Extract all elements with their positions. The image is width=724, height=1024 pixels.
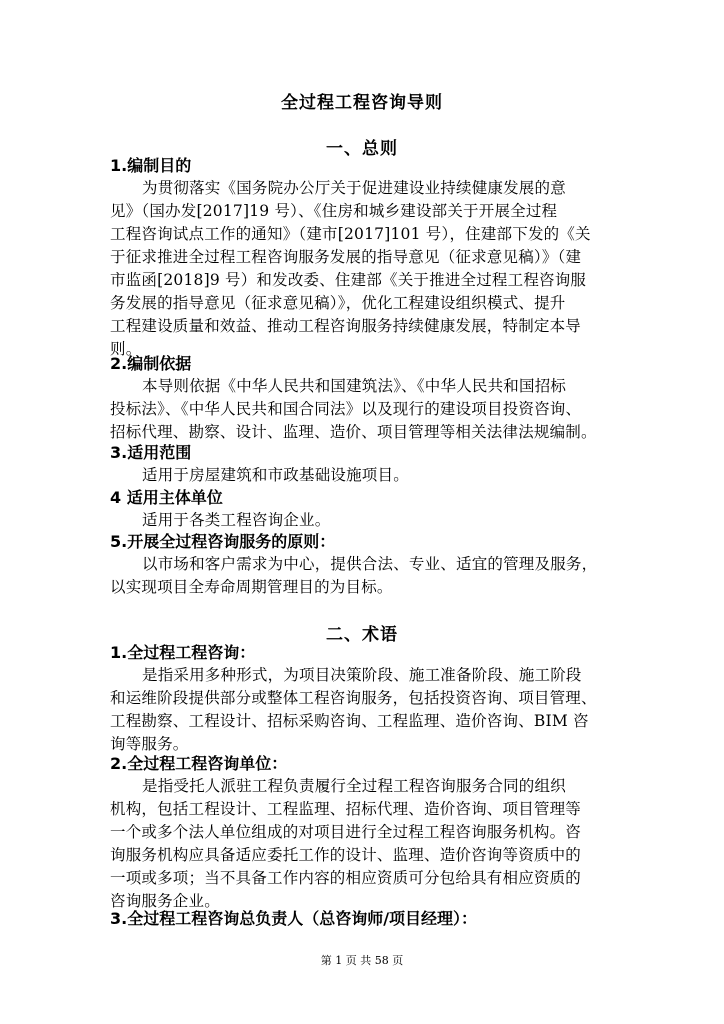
section-heading-consulting-unit: 2.全过程工程咨询单位：	[110, 754, 288, 773]
paragraph-principles	[110, 553, 616, 599]
text-line: 工程咨询试点工作的通知》（建市[2017]101 号），住建部下发的《关	[110, 225, 591, 243]
text-line: 以市场和客户需求为中心，提供合法、专业、适宜的管理及服务，	[142, 555, 598, 573]
text-line: 和运维阶段提供部分或整体工程咨询服务，包括投资咨询、项目管理、	[110, 689, 597, 707]
text-line: 则。	[110, 340, 142, 358]
section-heading-applicable-units: 4 适用主体单位	[110, 488, 223, 507]
text-line: 投标法》、《中华人民共和国合同法》以及现行的建设项目投资咨询、	[110, 400, 582, 418]
paragraph-purpose	[110, 177, 616, 361]
document-title: 全过程工程咨询导则	[281, 93, 443, 113]
text-line: 本导则依据《中华人民共和国建筑法》、《中华人民共和国招标	[142, 377, 567, 395]
text-line: 工程建设质量和效益、推动工程咨询服务持续健康发展，特制定本导	[110, 317, 582, 335]
text-line: 见》（国办发[2017]19 号）、《住房和城乡建设部关于开展全过程	[110, 202, 558, 220]
text-line: 市监函[2018]9 号）和发改委、住建部《关于推进全过程工程咨询服	[110, 271, 587, 289]
page-footer: 第 1 页 共 58 页	[320, 954, 404, 967]
paragraph-scope	[110, 464, 616, 487]
text-line: 是指受托人派驻工程负责履行全过程工程咨询服务合同的组织	[142, 777, 566, 795]
chapter-heading-terms: 二、术语	[326, 625, 398, 645]
text-line: 询等服务。	[110, 735, 189, 753]
chapter-heading-general: 一、总则	[326, 139, 398, 159]
text-line: 询服务机构应具备适应委托工作的设计、监理、造价咨询等资质中的	[110, 846, 582, 864]
text-line: 于征求推进全过程工程咨询服务发展的指导意见（征求意见稿）》（建	[110, 248, 582, 266]
text-line: 适用于房屋建筑和市政基础设施项目。	[142, 466, 409, 484]
text-line: 一项或多项；当不具备工作内容的相应资质可分包给具有相应资质的	[110, 869, 582, 887]
paragraph-basis	[110, 375, 616, 444]
paragraph-whole-process-consulting	[110, 664, 616, 756]
text-line: 是指采用多种形式，为项目决策阶段、施工准备阶段、施工阶段	[142, 666, 582, 684]
section-heading-principles: 5.开展全过程咨询服务的原则：	[110, 532, 336, 551]
paragraph-applicable-units	[110, 509, 616, 532]
text-line: 为贯彻落实《国务院办公厅关于促进建设业持续健康发展的意	[142, 179, 566, 197]
text-line: 适用于各类工程咨询企业。	[142, 511, 331, 529]
section-heading-scope: 3.适用范围	[110, 443, 192, 462]
text-line: 以实现项目全寿命周期管理目的为目标。	[110, 578, 393, 596]
section-heading-purpose: 1.编制目的	[110, 156, 192, 175]
paragraph-consulting-unit	[110, 775, 616, 913]
text-line: 招标代理、勘察、设计、监理、造价、项目管理等相关法律法规编制。	[110, 423, 597, 441]
text-line: 咨询服务企业。	[110, 892, 220, 910]
section-heading-whole-process-consulting: 1.全过程工程咨询：	[110, 643, 256, 662]
section-heading-chief-consultant: 3.全过程工程咨询总负责人（总咨询师/项目经理）：	[110, 909, 478, 928]
text-line: 一个或多个法人单位组成的对项目进行全过程工程咨询服务机构。咨	[110, 823, 582, 841]
text-line: 务发展的指导意见（征求意见稿）》，优化工程建设组织模式、提升	[110, 294, 566, 312]
section-heading-basis: 2.编制依据	[110, 354, 192, 373]
text-line: 机构，包括工程设计、工程监理、招标代理、造价咨询、项目管理等	[110, 800, 582, 818]
text-line: 工程勘察、工程设计、招标采购咨询、工程监理、造价咨询、BIM 咨	[110, 712, 589, 730]
